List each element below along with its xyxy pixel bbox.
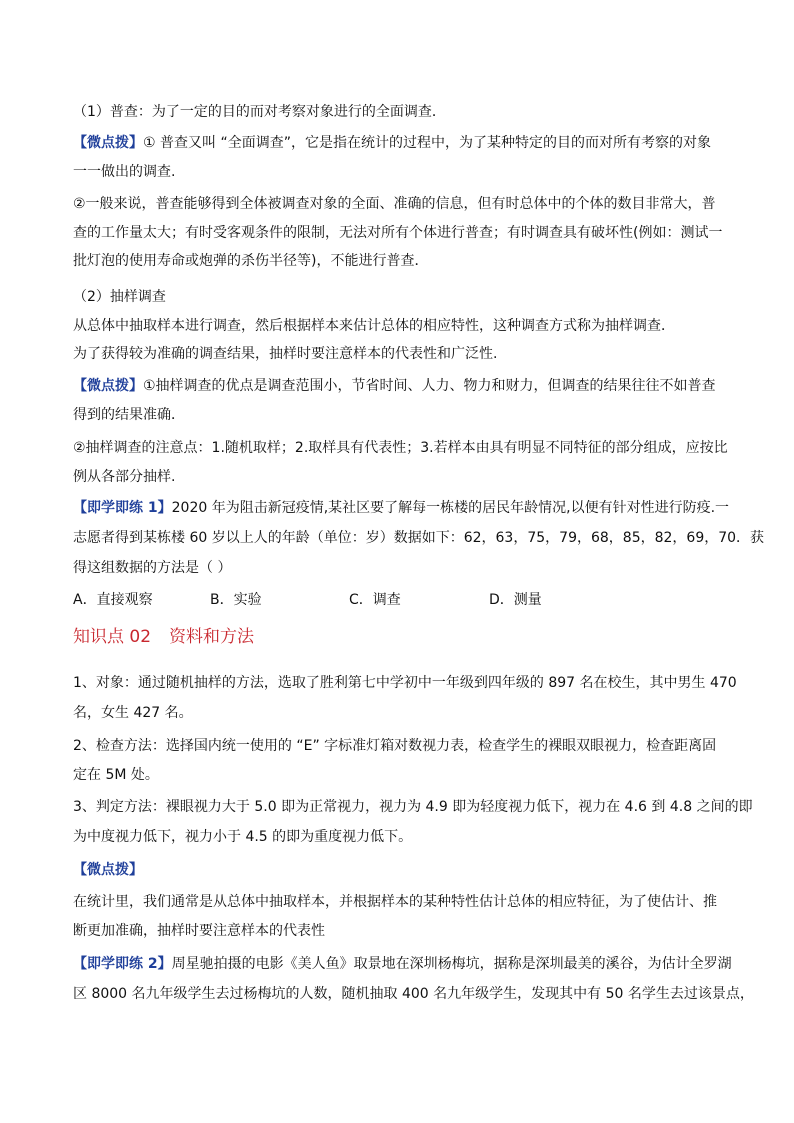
text-line: 志愿者得到某栋楼 60 岁以上人的年龄（单位：岁）数据如下：62，63，75，79，68，85，82，69，70．获 — [73, 530, 765, 546]
option-b[interactable]: B．实验 — [210, 592, 262, 608]
tip-tag: 【微点拨】 — [73, 135, 143, 151]
text-line: ②一般来说，普查能够得到全体被调查对象的全面、准确的信息，但有时总体中的个体的数目非常大，普 — [73, 196, 716, 212]
text-line: 一一做出的调查. — [73, 164, 176, 180]
survey-definition: （1）普查：为了一定的目的而对考察对象进行的全面调查． — [73, 104, 446, 120]
text-line: 区 8000 名九年级学生去过杨梅坑的人数，随机抽取 400 名九年级学生，发现其中有 50 名学生去过该景点， — [73, 986, 754, 1002]
option-c[interactable]: C．调查 — [349, 592, 401, 608]
text-line: 在统计里，我们通常是从总体中抽取样本，并根据样本的某种特性估计总体的相应特征，为了使估计、推 — [73, 894, 717, 910]
option-d[interactable]: D．测量 — [489, 592, 542, 608]
exercise-1 — [73, 498, 733, 518]
text-line: 为中度视力低下，视力小于 4.5 的即为重度视力低下。 — [73, 829, 413, 845]
text-line: 1、对象：通过随机抽样的方法，选取了胜利第七中学初中一年级到四年级的 897 名在校生，其中男生 470 — [73, 675, 737, 691]
option-a[interactable]: A．直接观察 — [73, 592, 153, 608]
section-title: 资料和方法 — [169, 627, 255, 647]
tip-paragraph-2 — [73, 376, 733, 396]
question-line: 得这组数据的方法是（ ） — [73, 560, 232, 576]
tip-heading — [73, 860, 733, 880]
exercise-text: 2020 年为阻击新冠疫情,某社区要了解每一栋楼的居民年龄情况,以便有针对性进行防疫.一 — [171, 500, 730, 516]
text-line: 断更加准确，抽样时要注意样本的代表性 — [73, 923, 325, 939]
tip-paragraph-1 — [73, 133, 733, 153]
exercise-2 — [73, 954, 733, 974]
text-line: 批灯泡的使用寿命或炮弹的杀伤半径等)，不能进行普查． — [73, 253, 429, 269]
text-line: 为了获得较为准确的调查结果，抽样时要注意样本的代表性和广泛性. — [73, 346, 498, 362]
text-line: 定在 5M 处。 — [73, 767, 159, 783]
exercise-tag: 【即学即练 2】 — [73, 956, 172, 972]
section-heading — [73, 625, 733, 649]
text-line: 名，女生 427 名。 — [73, 705, 193, 721]
text-line: 查的工作量太大；有时受客观条件的限制，无法对所有个体进行普查；有时调查具有破坏性(例如：测试一 — [73, 225, 723, 241]
text-line: 3、判定方法：裸眼视力大于 5.0 即为正常视力，视力为 4.9 即为轻度视力低下，视力在 4.6 到 4.8 之间的即 — [73, 799, 753, 815]
tip-tag: 【微点拨】 — [73, 378, 143, 394]
text-line: ②抽样调查的注意点：1.随机取样；2.取样具有代表性；3.若样本由具有明显不同特征的部分组成，应按比 — [73, 440, 728, 456]
tip-text: ① 普查又叫 “全面调查”，它是指在统计的过程中，为了某种特定的目的而对所有考察的对象 — [143, 135, 711, 151]
text-line: 得到的结果准确． — [73, 407, 185, 423]
exercise-tag: 【即学即练 1】 — [73, 500, 172, 516]
text-line: 2、检查方法：选择国内统一使用的 “E” 字标准灯箱对数视力表，检查学生的裸眼双眼视力，检查距离固 — [73, 738, 717, 754]
tip-text: ①抽样调查的优点是调查范围小，节省时间、人力、物力和财力，但调查的结果往往不如普查 — [143, 378, 716, 394]
answer-options — [73, 590, 733, 610]
section-number: 知识点 02 — [73, 627, 152, 647]
exercise-text: 周星驰拍摄的电影《美人鱼》取景地在深圳杨梅坑，据称是深圳最美的溪谷，为估计全罗湖 — [171, 956, 732, 972]
tip-tag: 【微点拨】 — [73, 862, 143, 878]
text-line: 从总体中抽取样本进行调查，然后根据样本来估计总体的相应特性，这种调查方式称为抽样调查． — [73, 318, 675, 334]
sampling-heading: （2）抽样调查 — [73, 289, 166, 305]
text-line: 例从各部分抽样. — [73, 469, 176, 485]
